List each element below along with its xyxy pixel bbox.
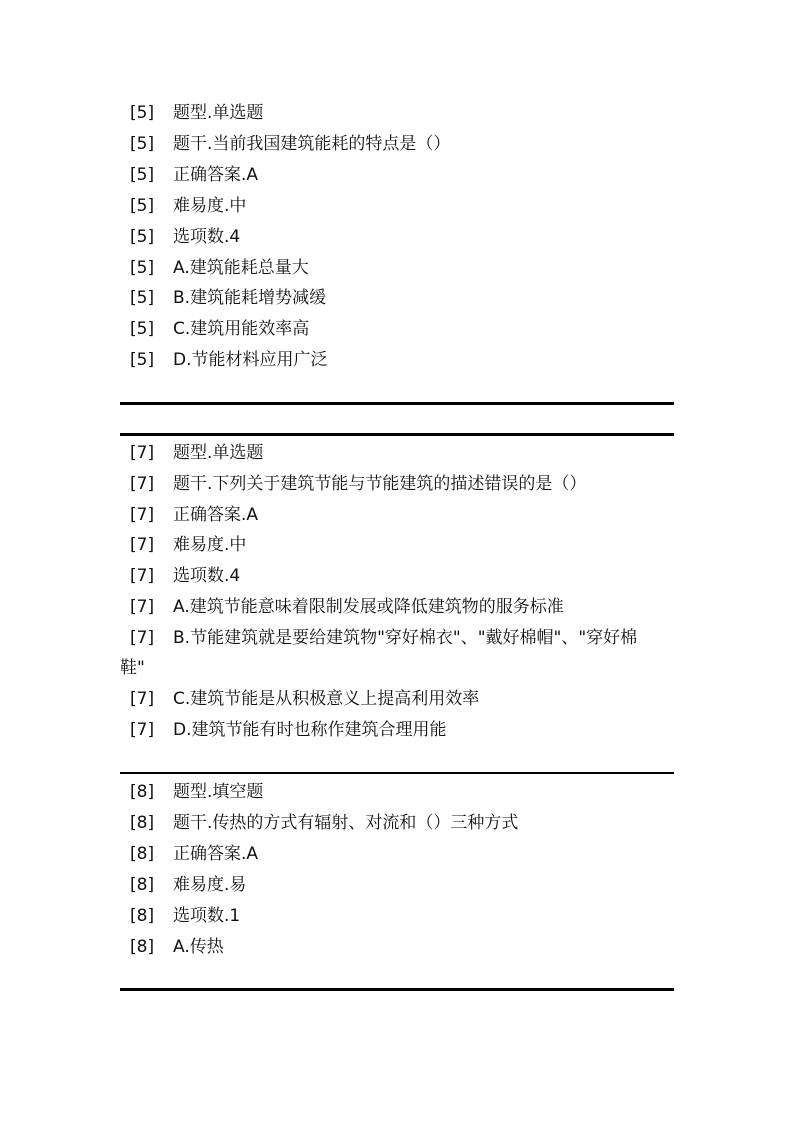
q7-option-c: [7] C.建筑节能是从积极意义上提高利用效率 xyxy=(130,689,480,709)
q7-line-option-count: [7] 选项数.4 xyxy=(130,566,241,586)
q8-line-option-count: [8] 选项数.1 xyxy=(130,906,241,926)
q7-option-b-continuation: 鞋" xyxy=(120,658,145,678)
q5-line-answer: [5] 正确答案.A xyxy=(130,165,259,185)
divider xyxy=(120,402,674,405)
q5-option-b: [5] B.建筑能耗增势减缓 xyxy=(130,288,327,308)
q5-option-c: [5] C.建筑用能效率高 xyxy=(130,319,310,339)
q7-option-b: [7] B.节能建筑就是要给建筑物"穿好棉衣"、"戴好棉帽"、"穿好棉 xyxy=(130,628,638,648)
q5-option-a: [5] A.建筑能耗总量大 xyxy=(130,258,309,278)
divider xyxy=(120,988,674,991)
q8-line-answer: [8] 正确答案.A xyxy=(130,844,259,864)
q5-option-d: [5] D.节能材料应用广泛 xyxy=(130,350,328,370)
q8-option-a: [8] A.传热 xyxy=(130,937,224,957)
q7-line-answer: [7] 正确答案.A xyxy=(130,505,259,525)
q7-line-stem: [7] 题干.下列关于建筑节能与节能建筑的描述错误的是（） xyxy=(130,474,587,494)
divider xyxy=(120,433,674,436)
q7-line-difficulty: [7] 难易度.中 xyxy=(130,535,247,555)
divider xyxy=(120,772,674,774)
q5-line-stem: [5] 题干.当前我国建筑能耗的特点是（） xyxy=(130,134,451,154)
q7-option-d: [7] D.建筑节能有时也称作建筑合理用能 xyxy=(130,720,447,740)
q5-line-difficulty: [5] 难易度.中 xyxy=(130,196,247,216)
q5-line-option-count: [5] 选项数.4 xyxy=(130,227,241,247)
q8-line-type: [8] 题型.填空题 xyxy=(130,782,264,802)
q5-line-type: [5] 题型.单选题 xyxy=(130,103,264,123)
q7-option-a: [7] A.建筑节能意味着限制发展或降低建筑物的服务标准 xyxy=(130,597,564,617)
q7-line-type: [7] 题型.单选题 xyxy=(130,443,264,463)
q8-line-difficulty: [8] 难易度.易 xyxy=(130,875,247,895)
q8-line-stem: [8] 题干.传热的方式有辐射、对流和（）三种方式 xyxy=(130,813,519,833)
